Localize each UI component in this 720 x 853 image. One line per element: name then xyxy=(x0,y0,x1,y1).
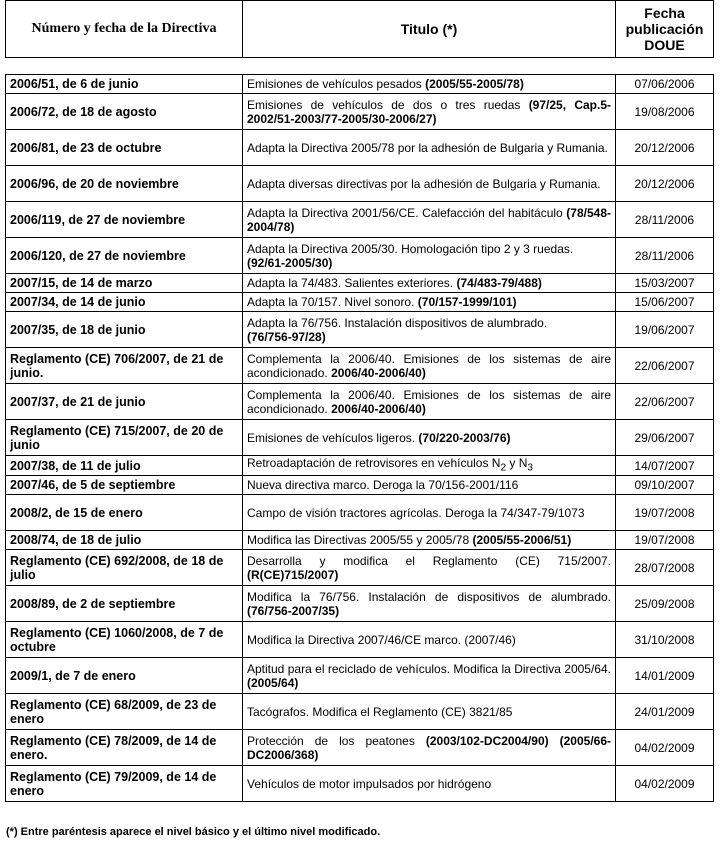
directive-number-cell: Reglamento (CE) 706/2007, de 21 de junio. xyxy=(6,348,243,384)
publication-date-cell: 14/07/2007 xyxy=(616,456,714,476)
table-row xyxy=(6,495,714,531)
title-text: Campo de visión tractores agrícolas. Deroga la 74/347-79/1073 xyxy=(247,505,585,520)
table-row xyxy=(6,75,714,94)
directive-number-cell: 2006/81, de 23 de octubre xyxy=(6,130,243,166)
directive-title-cell xyxy=(243,348,616,384)
footnote: (*) Entre paréntesis aparece el nivel básico y el último nivel modificado. xyxy=(6,826,381,838)
publication-date-cell: 04/02/2009 xyxy=(616,730,714,766)
publication-date-cell: 07/06/2006 xyxy=(616,75,714,94)
title-text: Adapta diversas directivas por la adhesión de Bulgaria y Rumania. xyxy=(247,176,601,191)
title-text: Adapta la Directiva 2005/78 por la adhesión de Bulgaria y Rumania. xyxy=(247,140,608,155)
publication-date-cell: 20/12/2006 xyxy=(616,130,714,166)
title-text: Vehículos de motor impulsados por hidrógeno xyxy=(247,776,492,791)
publication-date-cell: 22/06/2007 xyxy=(616,348,714,384)
directive-title-cell xyxy=(243,384,616,420)
table-row xyxy=(6,531,714,550)
directive-number-cell: Reglamento (CE) 78/2009, de 14 de enero. xyxy=(6,730,243,766)
title-text: Aptitud para el reciclado de vehículos. Modifica la Directiva 2005/64. xyxy=(247,661,611,676)
title-text: Tacógrafos. Modifica el Reglamento (CE) 3821/85 xyxy=(247,704,513,719)
directive-number-cell: Reglamento (CE) 1060/2008, de 7 de octubre xyxy=(6,622,243,658)
table-row xyxy=(6,476,714,495)
directive-title-cell xyxy=(243,312,616,348)
table-row xyxy=(6,238,714,274)
directive-number-cell: Reglamento (CE) 68/2009, de 23 de enero xyxy=(6,694,243,730)
table-row xyxy=(6,274,714,293)
title-text: 2 xyxy=(500,462,507,474)
title-level-ref: 2006/40-2006/40) xyxy=(331,401,426,416)
directive-number-cell: 2007/38, de 11 de julio xyxy=(6,456,243,476)
publication-date-cell: 25/09/2008 xyxy=(616,586,714,622)
publication-date-cell: 19/06/2007 xyxy=(616,312,714,348)
directive-title-cell xyxy=(243,476,616,495)
directive-number-cell: 2008/74, de 18 de julio xyxy=(6,531,243,550)
table-row xyxy=(6,550,714,586)
title-text: Adapta la 70/157. Nivel sonoro. xyxy=(247,295,418,309)
title-text: Modifica la 76/756. Instalación de dispositivos de alumbrado. xyxy=(247,589,611,604)
header-spacer xyxy=(6,58,714,75)
title-level-ref: 2006/40-2006/40) xyxy=(331,365,426,380)
directive-number-cell: 2007/35, de 18 de junio xyxy=(6,312,243,348)
publication-date-cell: 22/06/2007 xyxy=(616,384,714,420)
directive-number-cell: 2007/34, de 14 de junio xyxy=(6,293,243,312)
title-text: Adapta la Directiva 2005/30. Homologación tipo 2 y 3 ruedas. xyxy=(247,241,574,256)
directive-title-cell xyxy=(243,730,616,766)
publication-date-cell: 15/03/2007 xyxy=(616,274,714,293)
directive-number-cell: Reglamento (CE) 692/2008, de 18 de julio xyxy=(6,550,243,586)
publication-date-cell: 19/07/2008 xyxy=(616,495,714,531)
title-text: Protección de los peatones xyxy=(247,733,426,748)
directive-title-cell xyxy=(243,550,616,586)
directive-title-cell xyxy=(243,766,616,802)
title-level-ref: (97/25, Cap.5-2002/51-2003/77-2005/30-2006/27) xyxy=(247,97,611,126)
title-text: y N xyxy=(506,456,528,470)
directive-title-cell xyxy=(243,202,616,238)
title-text: Desarrolla y modifica el Reglamento (CE) 715/2007. xyxy=(247,553,611,568)
table-row xyxy=(6,202,714,238)
directive-number-cell: 2009/1, de 7 de enero xyxy=(6,658,243,694)
title-text: Emisiones de vehículos pesados xyxy=(247,77,426,91)
title-level-ref: (R(CE)715/2007) xyxy=(247,567,339,582)
directive-number-cell: 2007/15, de 14 de marzo xyxy=(6,274,243,293)
directive-title-cell xyxy=(243,456,616,476)
directive-title-cell xyxy=(243,531,616,550)
publication-date-cell: 04/02/2009 xyxy=(616,766,714,802)
publication-date-cell: 19/07/2008 xyxy=(616,531,714,550)
table-row xyxy=(6,766,714,802)
title-level-ref: (2005/55-2005/78) xyxy=(425,77,524,91)
directive-title-cell xyxy=(243,75,616,94)
table-row xyxy=(6,586,714,622)
title-level-ref: (2005/55-2006/51) xyxy=(472,533,572,548)
title-text: Modifica las Directivas 2005/55 y 2005/78 xyxy=(247,533,473,548)
publication-date-cell: 28/11/2006 xyxy=(616,238,714,274)
directive-number-cell: 2007/37, de 21 de junio xyxy=(6,384,243,420)
directive-number-cell: Reglamento (CE) 715/2007, de 20 de junio xyxy=(6,420,243,456)
table-body xyxy=(6,75,714,802)
table-row xyxy=(6,730,714,766)
directive-number-cell: 2008/89, de 2 de septiembre xyxy=(6,586,243,622)
directive-number-cell: 2006/51, de 6 de junio xyxy=(6,75,243,94)
title-level-ref: (2005/64) xyxy=(247,675,299,690)
publication-date-cell: 28/11/2006 xyxy=(616,202,714,238)
directive-title-cell xyxy=(243,495,616,531)
directive-title-cell xyxy=(243,622,616,658)
directive-number-cell: 2006/72, de 18 de agosto xyxy=(6,94,243,130)
directive-title-cell xyxy=(243,293,616,312)
directive-title-cell xyxy=(243,238,616,274)
title-level-ref: (74/483-79/488) xyxy=(456,276,542,290)
title-text: 3 xyxy=(527,462,533,474)
publication-date-cell: 20/12/2006 xyxy=(616,166,714,202)
publication-date-cell: 14/01/2009 xyxy=(616,658,714,694)
table-row xyxy=(6,348,714,384)
title-text: Complementa la 2006/40. Emisiones de los sistemas de aire acondicionado. xyxy=(247,351,611,380)
directive-number-cell: Reglamento (CE) 79/2009, de 14 de enero xyxy=(6,766,243,802)
title-level-ref: (76/756-2007/35) xyxy=(247,603,340,618)
title-text: Adapta la Directiva 2001/56/CE. Calefacción del habitáculo xyxy=(247,205,567,220)
table-row xyxy=(6,456,714,476)
directive-title-cell xyxy=(243,694,616,730)
title-level-ref: (70/157-1999/101) xyxy=(417,295,517,309)
title-level-ref: (92/61-2005/30) xyxy=(247,255,333,270)
table-row xyxy=(6,658,714,694)
header-titulo: Titulo (*) xyxy=(243,1,616,58)
title-level-ref: (70/220-2003/76) xyxy=(418,430,511,445)
table-row xyxy=(6,293,714,312)
title-text: Complementa la 2006/40. Emisiones de los sistemas de aire acondicionado. xyxy=(247,387,611,416)
directive-number-cell: 2006/120, de 27 de noviembre xyxy=(6,238,243,274)
directive-title-cell xyxy=(243,274,616,293)
directives-table xyxy=(5,0,714,802)
publication-date-cell: 19/08/2006 xyxy=(616,94,714,130)
title-level-ref: (76/756-97/28) xyxy=(247,329,326,344)
directive-number-cell: 2008/2, de 15 de enero xyxy=(6,495,243,531)
title-text: Retroadaptación de retrovisores en vehículos N xyxy=(247,456,501,470)
title-level-ref: (78/548-2004/78) xyxy=(247,205,611,234)
title-text: Adapta la 74/483. Salientes exteriores. xyxy=(247,276,457,290)
table-row xyxy=(6,312,714,348)
title-text: Modifica la Directiva 2007/46/CE marco. (2007/46) xyxy=(247,632,516,647)
publication-date-cell: 28/07/2008 xyxy=(616,550,714,586)
directive-number-cell: 2007/46, de 5 de septiembre xyxy=(6,476,243,495)
directive-title-cell xyxy=(243,130,616,166)
directive-title-cell xyxy=(243,586,616,622)
table-row xyxy=(6,94,714,130)
publication-date-cell: 29/06/2007 xyxy=(616,420,714,456)
table-row xyxy=(6,694,714,730)
title-text: Emisiones de vehículos ligeros. xyxy=(247,430,419,445)
table-header-row xyxy=(6,1,714,58)
table-row xyxy=(6,384,714,420)
directive-title-cell xyxy=(243,94,616,130)
table-row xyxy=(6,166,714,202)
header-fecha: Fecha publicación DOUE xyxy=(616,1,714,58)
table-row xyxy=(6,130,714,166)
directive-title-cell xyxy=(243,420,616,456)
publication-date-cell: 31/10/2008 xyxy=(616,622,714,658)
directive-number-cell: 2006/119, de 27 de noviembre xyxy=(6,202,243,238)
publication-date-cell: 24/01/2009 xyxy=(616,694,714,730)
directive-title-cell xyxy=(243,166,616,202)
title-text: Emisiones de vehículos de dos o tres ruedas xyxy=(247,97,529,112)
title-level-ref: (2003/102-DC2004/90) (2005/66-DC2006/368) xyxy=(247,733,611,762)
table-row xyxy=(6,622,714,658)
directive-title-cell xyxy=(243,658,616,694)
publication-date-cell: 15/06/2007 xyxy=(616,293,714,312)
publication-date-cell: 09/10/2007 xyxy=(616,476,714,495)
directive-number-cell: 2006/96, de 20 de noviembre xyxy=(6,166,243,202)
directives-table-container xyxy=(5,0,713,802)
table-row xyxy=(6,420,714,456)
title-text: Adapta la 76/756. Instalación dispositivos de alumbrado. xyxy=(247,315,548,330)
title-text: Nueva directiva marco. Deroga la 70/156-2001/116 xyxy=(247,478,519,493)
header-numero: Número y fecha de la Directiva xyxy=(6,1,243,58)
